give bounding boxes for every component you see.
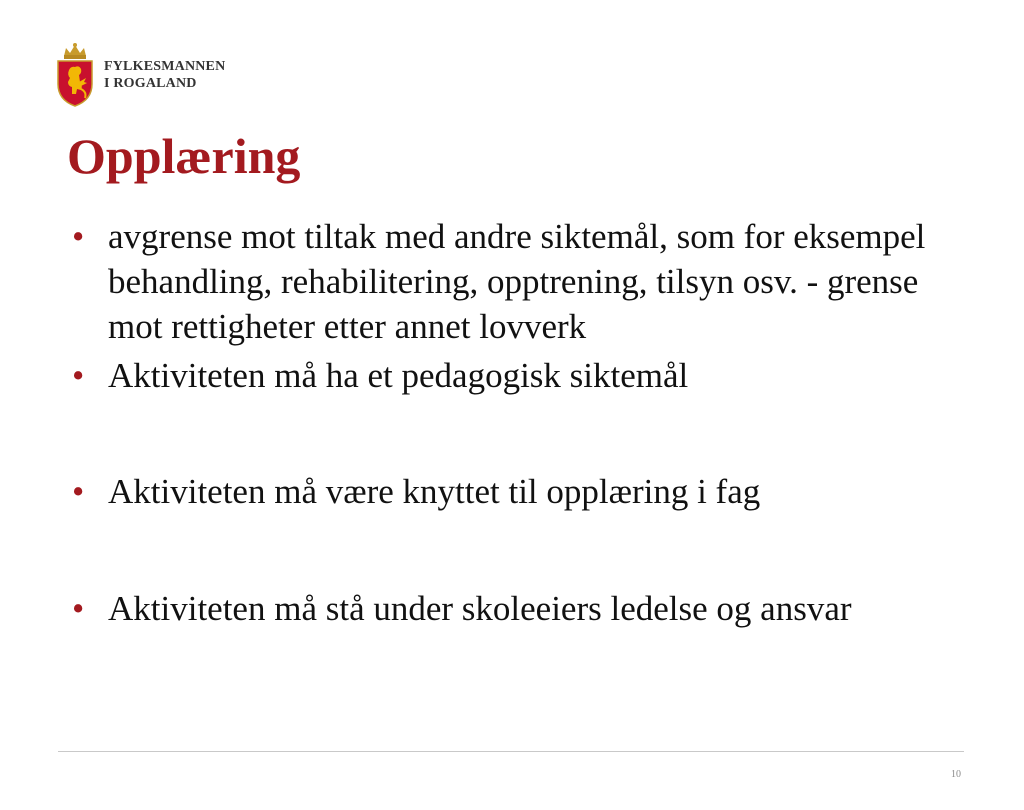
bullet-item bbox=[68, 469, 948, 514]
bullet-marker: • bbox=[72, 356, 85, 395]
bullet-text: Aktiviteten må stå under skoleeiers ledelse og ansvar bbox=[108, 589, 852, 628]
bullet-marker: • bbox=[72, 589, 85, 628]
organization-name bbox=[104, 58, 225, 92]
page-number: 10 bbox=[951, 769, 961, 780]
bullet-marker: • bbox=[72, 217, 85, 256]
organization-name-line2: I ROGALAND bbox=[104, 76, 197, 91]
bullet-text: Aktiviteten må ha et pedagogisk siktemål bbox=[108, 356, 689, 395]
bullet-marker: • bbox=[72, 472, 85, 511]
bullet-text: avgrense mot tiltak med andre siktemål, som for eksempel behandling, rehabilitering, opptrening, tilsyn osv. - grense mot rettigheter etter annet lovverk bbox=[108, 217, 926, 346]
footer-divider bbox=[58, 751, 964, 752]
bullet-list bbox=[68, 214, 948, 631]
slide-title: Opplæring bbox=[67, 128, 301, 184]
bullet-item bbox=[68, 353, 948, 398]
bullet-item bbox=[68, 214, 948, 349]
crest-icon bbox=[54, 42, 96, 108]
bullet-text: Aktiviteten må være knyttet til opplæring i fag bbox=[108, 472, 761, 511]
bullet-item bbox=[68, 586, 948, 631]
organization-name-line1: FYLKESMANNEN bbox=[104, 59, 226, 74]
organization-logo bbox=[54, 42, 225, 108]
